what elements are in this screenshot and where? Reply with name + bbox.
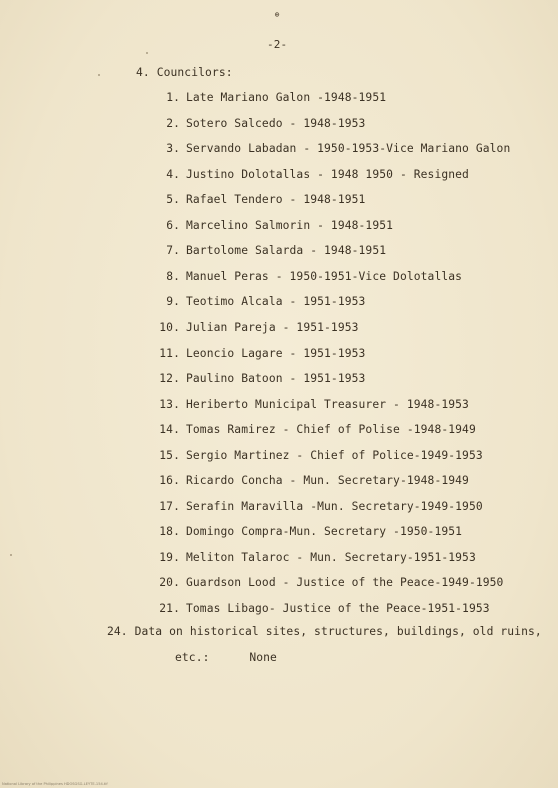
councilor-entry: Guardson Lood - Justice of the Peace-1949-1950	[186, 576, 504, 589]
councilor-row	[158, 193, 365, 207]
councilor-number: 5.	[166, 193, 180, 206]
councilor-entry: Manuel Peras - 1950-1951-Vice Dolotallas	[186, 270, 463, 283]
councilor-entry: Leoncio Lagare - 1951-1953	[186, 347, 366, 360]
councilor-row	[158, 551, 476, 565]
councilor-number: 21.	[159, 602, 180, 615]
councilor-number: 8.	[166, 270, 180, 283]
councilor-row	[158, 91, 386, 105]
councilor-number: 12.	[159, 372, 180, 385]
councilor-row	[158, 474, 469, 488]
item-24-heading: 24. Data on historical sites, structures, buildings, old ruins,	[107, 625, 542, 638]
councilor-entry: Julian Pareja - 1951-1953	[186, 321, 359, 334]
councilor-row	[158, 449, 483, 463]
councilor-number: 6.	[166, 219, 180, 232]
councilor-number: 17.	[159, 500, 180, 513]
councilor-entry: Bartolome Salarda - 1948-1951	[186, 244, 387, 257]
councilor-number: 7.	[166, 244, 180, 257]
councilor-row	[158, 398, 469, 412]
councilor-number: 9.	[166, 295, 180, 308]
councilor-entry: Servando Labadan - 1950-1953-Vice Mariano Galon	[186, 142, 511, 155]
councilor-entry: Sotero Salcedo - 1948-1953	[186, 117, 366, 130]
councilor-entry: Heriberto Municipal Treasurer - 1948-1953	[186, 398, 469, 411]
councilor-row	[158, 525, 462, 539]
section-heading: 4. Councilors:	[136, 66, 233, 79]
councilor-row	[158, 423, 476, 437]
councilor-row	[158, 347, 365, 361]
councilor-number: 14.	[159, 423, 180, 436]
councilor-entry: Marcelino Salmorin - 1948-1951	[186, 219, 394, 232]
councilor-entry: Paulino Batoon - 1951-1953	[186, 372, 366, 385]
councilor-row	[158, 576, 503, 590]
councilor-row	[158, 602, 490, 616]
councilor-entry: Late Mariano Galon -1948-1951	[186, 91, 387, 104]
councilor-entry: Sergio Martinez - Chief of Police-1949-1953	[186, 449, 483, 462]
councilor-row	[158, 168, 469, 182]
councilor-entry: Serafin Maravilla -Mun. Secretary-1949-1950	[186, 500, 483, 513]
councilor-number: 16.	[159, 474, 180, 487]
councilor-number: 4.	[166, 168, 180, 181]
page-number: -2-	[267, 38, 288, 51]
councilor-number: 1.	[166, 91, 180, 104]
councilor-entry: Teotimo Alcala - 1951-1953	[186, 295, 366, 308]
councilor-row	[158, 372, 365, 386]
councilor-row	[158, 500, 483, 514]
councilor-row	[158, 321, 359, 335]
councilor-entry: Justino Dolotallas - 1948 1950 - Resigned	[186, 168, 469, 181]
item-24-label: etc.:	[175, 651, 210, 664]
item-24-value: None	[249, 651, 277, 664]
councilor-number: 13.	[159, 398, 180, 411]
archive-footer: National Library of the Philippines HDOSGSG-LEYTE-154.tif	[2, 782, 108, 786]
councilor-entry: Rafael Tendero - 1948-1951	[186, 193, 366, 206]
councilor-number: 10.	[159, 321, 180, 334]
councilor-entry: Domingo Compra-Mun. Secretary -1950-1951	[186, 525, 463, 538]
page-mark-icon: ⊕	[274, 10, 280, 19]
councilor-number: 20.	[159, 576, 180, 589]
councilor-number: 11.	[159, 347, 180, 360]
councilor-row	[158, 295, 365, 309]
councilor-entry: Tomas Ramirez - Chief of Polise -1948-1949	[186, 423, 476, 436]
councilor-row	[158, 270, 462, 284]
councilor-row	[158, 219, 393, 233]
councilor-number: 18.	[159, 525, 180, 538]
councilor-number: 15.	[159, 449, 180, 462]
councilor-row	[158, 244, 386, 258]
councilor-entry: Ricardo Concha - Mun. Secretary-1948-1949	[186, 474, 469, 487]
councilor-number: 3.	[166, 142, 180, 155]
item-24-answer-row	[175, 651, 277, 665]
councilor-entry: Tomas Libago- Justice of the Peace-1951-1953	[186, 602, 490, 615]
paper-speck	[10, 554, 12, 556]
councilor-entry: Meliton Talaroc - Mun. Secretary-1951-1953	[186, 551, 476, 564]
councilor-row	[158, 142, 510, 156]
paper-speck	[98, 74, 100, 76]
councilor-number: 2.	[166, 117, 180, 130]
councilor-row	[158, 117, 365, 131]
paper-speck	[146, 52, 148, 54]
councilor-number: 19.	[159, 551, 180, 564]
